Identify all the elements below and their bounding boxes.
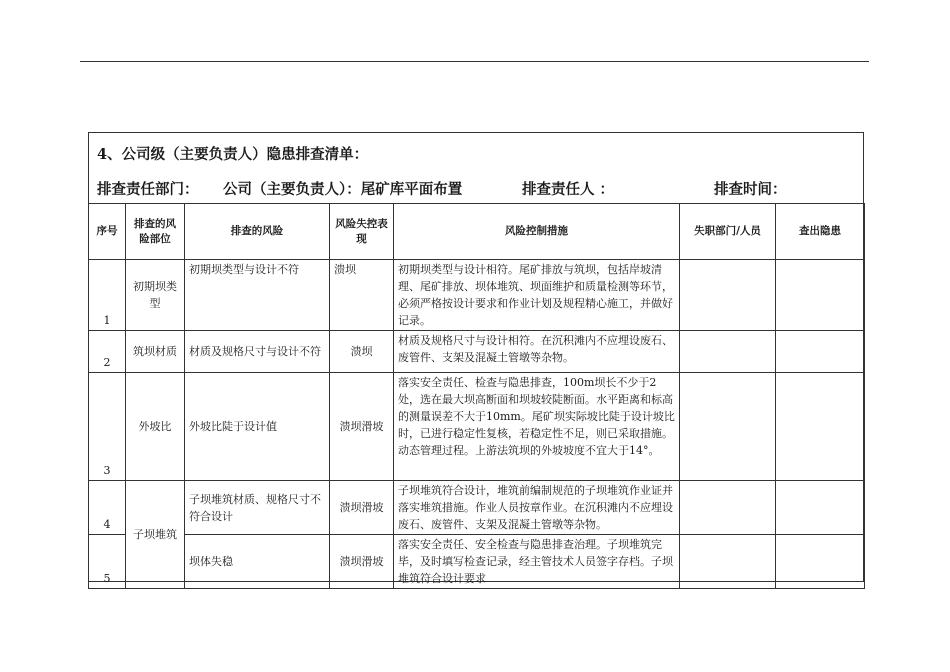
- table-row: [89, 260, 865, 331]
- row-risk: 初期坝类型与设计不符: [185, 260, 330, 331]
- table-row: [89, 373, 865, 481]
- header-risk-part: 排查的风险部位: [126, 204, 185, 260]
- header-found-hazards: 查出隐患: [776, 204, 865, 260]
- row-responsible: [680, 373, 776, 481]
- row-symptom: 溃坝滑坡: [330, 535, 394, 589]
- row-no: 1: [89, 260, 126, 331]
- row-measures: 子坝堆筑符合设计，堆筑前编制规范的子坝堆筑作业证并落实堆筑措施。作业人员按章作业。在沉积滩内不应埋设废石、废管件、支架及混凝土管墩等杂物。: [394, 481, 680, 535]
- row-responsible: [680, 481, 776, 535]
- row-risk: 子坝堆筑材质、规格尺寸不符合设计: [185, 481, 330, 535]
- row-no: 3: [89, 373, 126, 481]
- row-measures: 初期坝类型与设计相符。尾矿排放与筑坝，包括岸坡清理、尾矿排放、坝体堆筑、坝面维护和质量检测等环节，必须严格按设计要求和作业计划及规程精心施工，并做好记录。: [394, 260, 680, 331]
- inspection-info-line: [97, 178, 857, 198]
- time-label: 排查时间：: [714, 181, 787, 198]
- row-no: 4: [89, 481, 126, 535]
- table-row: [89, 331, 865, 373]
- dept-value: 公司（主要负责人）：尾矿库平面布置: [223, 181, 463, 198]
- header-failure-symptom: 风险失控表现: [330, 204, 394, 260]
- row-symptom: 溃坝: [330, 260, 394, 331]
- person-label: 排查责任人 ：: [522, 181, 615, 198]
- row-hazards: [776, 373, 865, 481]
- checklist-frame: [88, 132, 864, 585]
- table-row: [89, 481, 865, 535]
- row-symptom: 溃坝滑坡: [330, 481, 394, 535]
- row-risk: 外坡比陡于设计值: [185, 373, 330, 481]
- table-row: [89, 535, 865, 589]
- row-hazards: [776, 481, 865, 535]
- row-hazards: [776, 331, 865, 373]
- row-part: 初期坝类型: [126, 260, 185, 331]
- row-responsible: [680, 260, 776, 331]
- row-symptom: 溃坝: [330, 331, 394, 373]
- row-hazards: [776, 535, 865, 589]
- row-measures: 落实安全责任、安全检查与隐患排查治理。子坝堆筑完毕，及时填写检查记录，经主管技术人员签字存档。子坝堆筑符合设计要求: [394, 535, 680, 589]
- row-part: 外坡比: [126, 373, 185, 481]
- row-symptom: 溃坝滑坡: [330, 373, 394, 481]
- row-no: 5: [89, 535, 126, 589]
- hazard-checklist-table: [88, 203, 865, 589]
- row-part: 筑坝材质: [126, 331, 185, 373]
- header-risk: 排查的风险: [185, 204, 330, 260]
- document-title: 4、公司级（主要负责人）隐患排查清单：: [97, 146, 369, 163]
- header-responsible: 失职部门/人员: [680, 204, 776, 260]
- header-no: 序号: [89, 204, 126, 260]
- row-no: 2: [89, 331, 126, 373]
- row-responsible: [680, 331, 776, 373]
- row-risk: 坝体失稳: [185, 535, 330, 589]
- table-header-row: [89, 204, 865, 260]
- row-responsible: [680, 535, 776, 589]
- page-top-rule: [80, 61, 869, 62]
- row-part: 子坝堆筑: [126, 481, 185, 589]
- row-measures: 材质及规格尺寸与设计相符。在沉积滩内不应埋设废石、废管件、支架及混凝土管墩等杂物。: [394, 331, 680, 373]
- row-measures: 落实安全责任、检查与隐患排查，100m坝长不少于2处，选在最大坝高断面和坝坡较陡断面。水平距离和标高的测量误差不大于10mm。尾矿坝实际坡比陡于设计坡比时，已进行稳定性复核，若稳定性不足，则已采取措施。动态管理过程。上游法筑坝的外坡坡度不宜大于14°。: [394, 373, 680, 481]
- header-control-measures: 风险控制措施: [394, 204, 680, 260]
- dept-label: 排查责任部门：: [97, 181, 199, 198]
- row-hazards: [776, 260, 865, 331]
- row-risk: 材质及规格尺寸与设计不符: [185, 331, 330, 373]
